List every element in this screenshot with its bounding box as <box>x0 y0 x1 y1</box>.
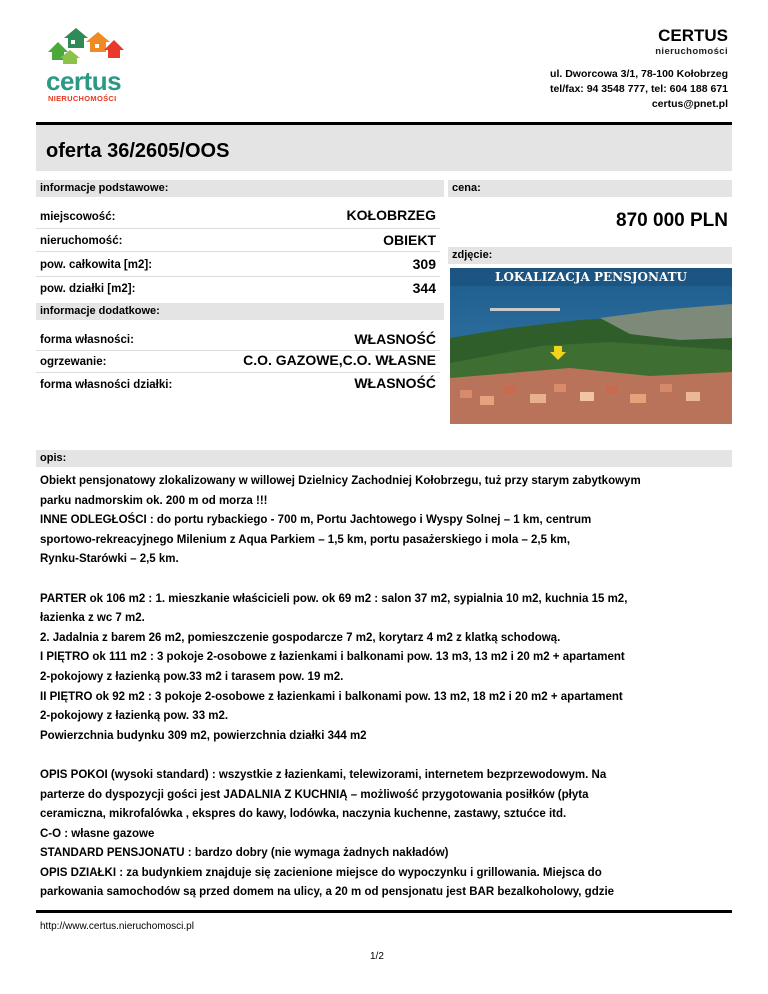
description-heading: opis: <box>36 450 732 467</box>
property-photo[interactable] <box>450 268 732 424</box>
logo-wordmark: certus <box>46 66 122 96</box>
label-ownership: forma własności: <box>40 334 134 346</box>
footer-divider <box>36 910 732 913</box>
additional-info-heading: informacje dodatkowe: <box>36 303 444 320</box>
brand-subtitle: nieruchomości <box>655 46 728 57</box>
address-line: ul. Dworcowa 3/1, 78-100 Kołobrzeg <box>550 68 728 80</box>
row-divider <box>36 228 440 229</box>
brand-name: CERTUS <box>658 26 728 45</box>
description-line: STANDARD PENSJONATU : bardzo dobry (nie wymaga żadnych nakładów) <box>40 847 449 860</box>
label-plot-area: pow. działki [m2]: <box>40 283 136 295</box>
description-line: 2-pokojowy z łazienką pow. 33 m2. <box>40 710 229 723</box>
label-heating: ogrzewanie: <box>40 356 107 368</box>
basic-info-heading: informacje podstawowe: <box>36 180 444 197</box>
footer-url-link[interactable]: http://www.certus.nieruchomosci.pl <box>40 921 194 932</box>
row-divider <box>36 350 440 351</box>
email-line[interactable]: certus@pnet.pl <box>651 98 728 110</box>
row-divider <box>36 276 440 277</box>
paragraph-gap <box>40 746 730 766</box>
description-line: 2-pokojowy z łazienką pow.33 m2 i tarasem pow. 19 m2. <box>40 670 344 683</box>
description-line: parku nadmorskim ok. 200 m od morza !!! <box>40 494 268 507</box>
page-number: 1/2 <box>370 951 384 962</box>
value-city: KOŁOBRZEG <box>346 207 436 223</box>
aerial-view-image <box>450 268 732 424</box>
price-heading: cena: <box>448 180 732 197</box>
value-heating: C.O. GAZOWE,C.O. WŁASNE <box>243 352 436 368</box>
paragraph-gap <box>40 570 730 590</box>
label-property: nieruchomość: <box>40 235 123 247</box>
description-line: OPIS POKOI (wysoki standard) : wszystkie z łazienkami, telewizorami, internetem bezprzewodowym. Na <box>40 768 607 781</box>
description-line: PARTER ok 106 m2 : 1. mieszkanie właścicieli pow. ok 69 m2 : salon 37 m2, sypialnia 10 m2, kuchnia 15 m2, <box>40 592 628 605</box>
label-city: miejscowość: <box>40 211 116 223</box>
description-line: Rynku-Starówki – 2,5 km. <box>40 553 179 566</box>
description-line: łazienka z wc 7 m2. <box>40 612 145 625</box>
description-line: parterze do dyspozycji gości jest JADALNIA Z KUCHNIĄ – możliwość przygotowania posiłków (płyta <box>40 788 589 801</box>
label-total-area: pow. całkowita [m2]: <box>40 259 153 271</box>
description-line: C-O : własne gazowe <box>40 827 155 840</box>
value-plot-area: 344 <box>412 280 436 296</box>
description-line: parkowania samochodów są przed domem na ulicy, a 20 m od pensjonatu jest BAR bezalkoholowy, gdzie <box>40 886 615 899</box>
description-line: Obiekt pensjonatowy zlokalizowany w willowej Dzielnicy Zachodniej Kołobrzegu, tuż przy starym zabytkowym <box>40 475 641 487</box>
description-line: 2. Jadalnia z barem 26 m2, pomieszczenie gospodarcze 7 m2, korytarz 4 m2 z klatką schodową. <box>40 631 561 644</box>
value-plot-ownership: WŁASNOŚĆ <box>354 375 436 391</box>
value-property: OBIEKT <box>383 232 436 248</box>
phone-line: tel/fax: 94 3548 777, tel: 604 188 671 <box>549 83 728 95</box>
description-line: Powierzchnia budynku 309 m2, powierzchnia działki 344 m2 <box>40 729 367 742</box>
row-divider <box>36 251 440 252</box>
value-ownership: WŁASNOŚĆ <box>354 331 436 347</box>
description-line: sportowo-rekreacyjnego Milenium z Aqua Parkiem – 1,5 km, portu pasażerskiego i mola – 2,5 km, <box>40 533 571 546</box>
value-total-area: 309 <box>412 256 436 272</box>
photo-heading: zdjęcie: <box>448 247 732 264</box>
contact-address <box>550 67 728 112</box>
description-body <box>40 472 730 903</box>
offer-title: oferta 36/2605/OOS <box>46 140 230 162</box>
description-line: OPIS DZIAŁKI : za budynkiem znajduje się zacienione miejsce do wypoczynku i grillowania. Miejsca do <box>40 866 602 879</box>
row-divider <box>36 372 440 373</box>
logo-subtitle: NIERUCHOMOŚCI <box>48 94 117 103</box>
description-line: I PIĘTRO ok 111 m2 : 3 pokoje 2-osobowe z łazienkami i balkonami pow. 13 m3, 13 m2 i 20 m2 + apartament <box>40 651 625 664</box>
description-line: INNE ODLEGŁOŚCI : do portu rybackiego - 700 m, Portu Jachtowego i Wyspy Solnej – 1 km, centrum <box>40 514 592 527</box>
description-line: II PIĘTRO ok 92 m2 : 3 pokoje 2-osobowe z łazienkami i balkonami pow. 13 m2, 18 m2 i 20 m2 + apartament <box>40 690 623 703</box>
label-plot-ownership: forma własności działki: <box>40 379 173 391</box>
price-value: 870 000 PLN <box>616 210 728 231</box>
description-line: ceramiczna, mikrofalówka , ekspres do kawy, lodówka, naczynia kuchenne, zastawy, sztućce itd. <box>40 808 567 821</box>
photo-caption: LOKALIZACJA PENSJONATU <box>495 270 687 284</box>
